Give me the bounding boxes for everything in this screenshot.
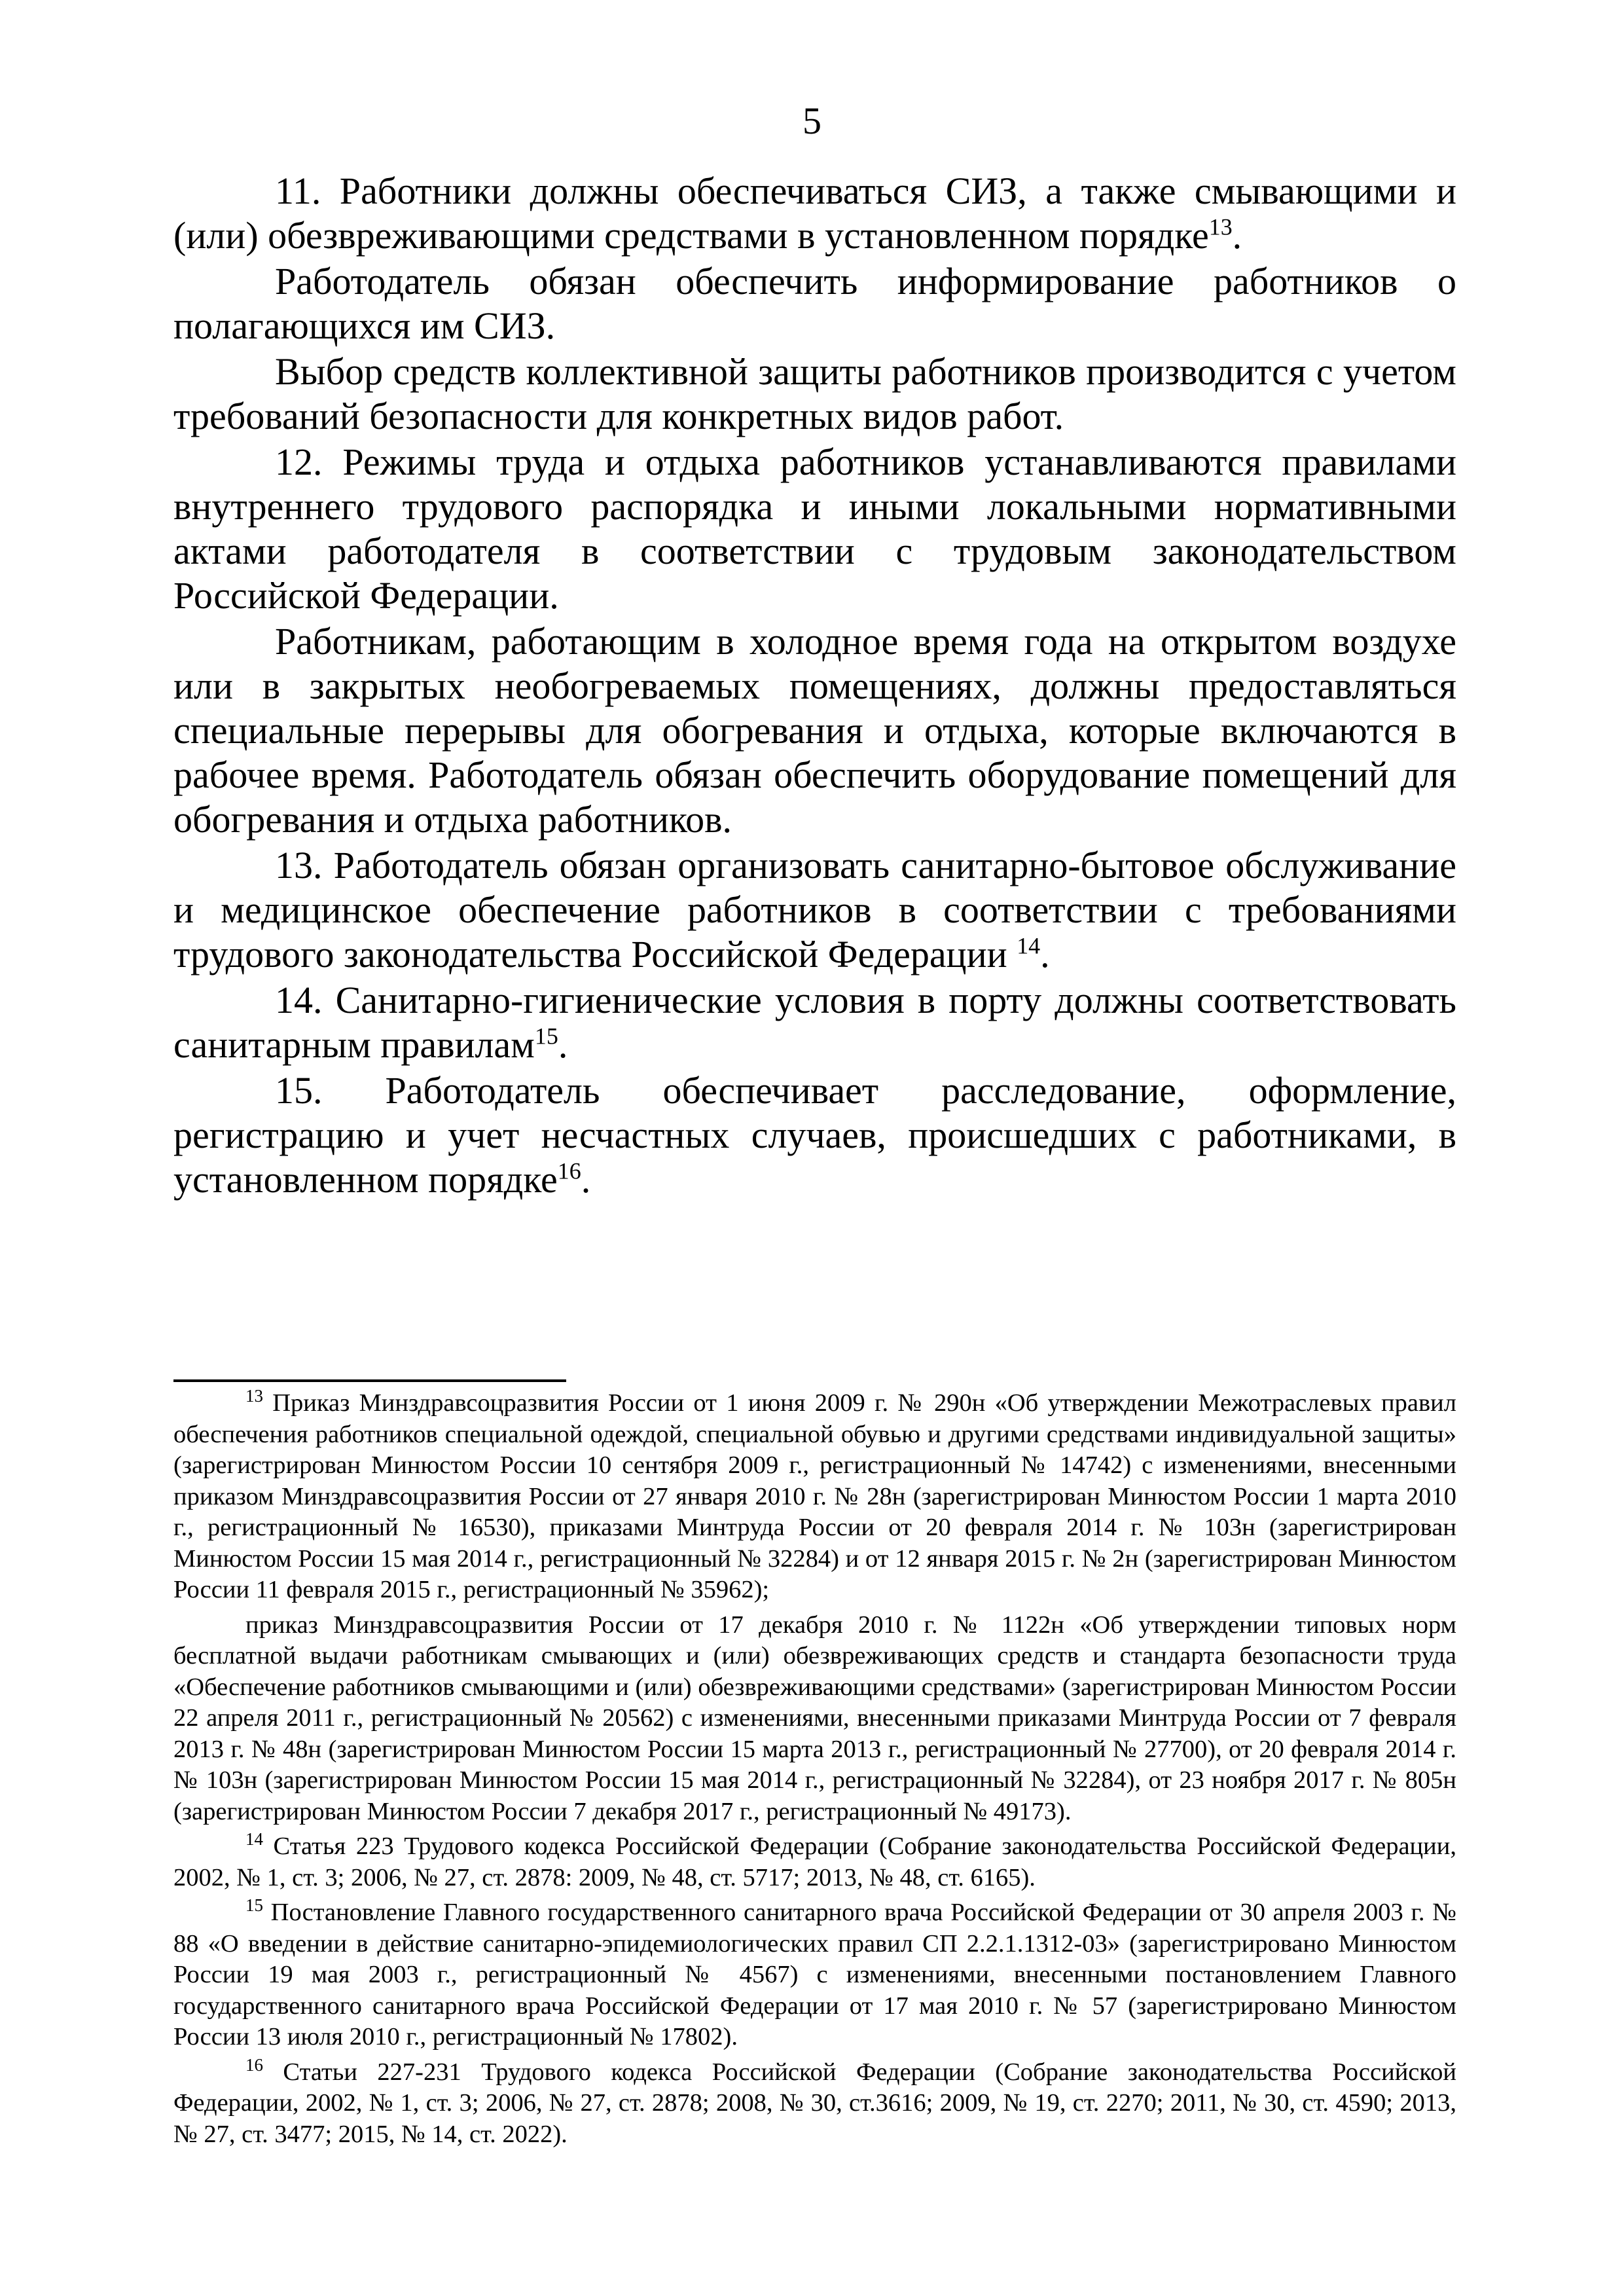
paragraph-text: Выбор средств коллективной защиты работников производится с учетом требований безопасности для конкретных видов работ. xyxy=(173,350,1456,437)
page-number: 5 xyxy=(803,100,821,142)
paragraph-text: 13. Работодатель обязан организовать санитарно-бытовое обслуживание и медицинское обеспечение работников в соответствии с требованиями трудового законодательства Российской Федерации xyxy=(173,844,1456,975)
footnote-separator xyxy=(173,1379,566,1382)
footnotes xyxy=(173,1388,1456,2154)
paragraph-11-collective-protection xyxy=(173,350,1456,439)
paragraph-text: 14. Санитарно-гигиенические условия в порту должны соответствовать санитарным правилам xyxy=(173,979,1456,1066)
footnote-13 xyxy=(173,1388,1456,1606)
footnote-text: Статьи 227-231 Трудового кодекса Российской Федерации (Собрание законодательства Российской Федерации, 2002, № 1, ст. 3; 2006, № 27, ст. 2878; 2008, № 30, ст.3616; 2009, № 19, ст. 2270; 2011, № 30, ст. 4590; 2013, № 27, ст. 3477; 2015, № 14, ст. 2022). xyxy=(173,2058,1456,2148)
footnote-ref-14: 14 xyxy=(1017,932,1041,959)
paragraph-end: . xyxy=(558,1023,568,1066)
paragraph-text: 15. Работодатель обеспечивает расследование, оформление, регистрацию и учет несчастных случаев, происшедших с работниками, в установленном порядке xyxy=(173,1069,1456,1201)
footnote-text: Статья 223 Трудового кодекса Российской Федерации (Собрание законодательства Российской Федерации, 2002, № 1, ст. 3; 2006, № 27, ст. 2878: 2009, № 48, ст. 5717; 2013, № 48, ст. 6165). xyxy=(173,1832,1456,1891)
footnote-16 xyxy=(173,2054,1456,2151)
footnote-text: Приказ Минздравсоцразвития России от 1 июня 2009 г. № 290н «Об утверждении Межотраслевых правил обеспечения работников специальной одеждой, специальной обувью и другими средствами индивидуальной защиты» (зарегистрирован Минюстом России 10 сентября 2009 г., регистрационный № 14742) с изменениями, внесенными приказом Минздравсоцразвития России от 27 января 2010 г. № 28н (зарегистрирован Минюстом России 1 марта 2010 г., регистрационный № 16530), приказами Минтруда России от 20 февраля 2014 г. № 103н (зарегистрирован Минюстом России 15 мая 2014 г., регистрационный № 32284) и от 12 января 2015 г. № 2н (зарегистрирован Минюстом России 11 февраля 2015 г., регистрационный № 35962); xyxy=(173,1389,1456,1603)
paragraph-text: Работникам, работающим в холодное время года на открытом воздухе или в закрытых необогреваемых помещениях, должны предоставляться специальные перерывы для обогревания и отдыха, которые включаются в рабочее время. Работодатель обязан обеспечить оборудование помещений для обогревания и отдыха работников. xyxy=(173,620,1456,841)
footnote-ref-13: 13 xyxy=(1208,213,1233,240)
paragraph-12-cold-weather xyxy=(173,619,1456,842)
footnote-13-continued xyxy=(173,1610,1456,1828)
footnote-ref-15: 15 xyxy=(534,1023,558,1049)
footnote-number: 13 xyxy=(245,1386,263,1406)
paragraph-12 xyxy=(173,440,1456,618)
paragraph-end: . xyxy=(1040,933,1050,975)
paragraph-text: 12. Режимы труда и отдыха работников устанавливаются правилами внутреннего трудового распорядка и иными локальными нормативными актами работодателя в соответствии с трудовым законодательством Российской Федерации. xyxy=(173,441,1456,617)
paragraph-15 xyxy=(173,1068,1456,1202)
footnote-14 xyxy=(173,1831,1456,1893)
paragraph-14 xyxy=(173,978,1456,1067)
paragraph-text: Работодатель обязан обеспечить информирование работников о полагающихся им СИЗ. xyxy=(173,260,1456,347)
paragraph-11-informing xyxy=(173,259,1456,348)
paragraph-13 xyxy=(173,843,1456,977)
paragraph-text: 11. Работники должны обеспечиваться СИЗ, а также смывающими и (или) обезвреживающими средствами в установленном порядке xyxy=(173,170,1456,257)
footnote-text: Постановление Главного государственного санитарного врача Российской Федерации от 30 апреля 2003 г. № 88 «О введении в действие санитарно-эпидемиологических правил СП 2.2.1.1312-03» (зарегистрировано Минюстом России 19 мая 2003 г., регистрационный № 4567) с изменениями, внесенными постановлением Главного государственного санитарного врача Российской Федерации от 17 мая 2010 г. № 57 (зарегистрировано Минюстом России 13 июля 2010 г., регистрационный № 17802). xyxy=(173,1899,1456,2050)
paragraph-end: . xyxy=(1232,214,1242,257)
footnote-ref-16: 16 xyxy=(557,1157,581,1184)
main-text xyxy=(173,169,1456,1202)
footnote-number: 15 xyxy=(245,1895,263,1916)
footnote-number: 16 xyxy=(245,2054,263,2075)
footnote-number: 14 xyxy=(245,1829,263,1850)
footnote-15 xyxy=(173,1897,1456,2053)
paragraph-end: . xyxy=(581,1158,591,1201)
footnote-text: приказ Минздравсоцразвития России от 17 декабря 2010 г. № 1122н «Об утверждении типовых норм бесплатной выдачи работникам смывающих и (или) обезвреживающих средств и стандарта безопасности труда «Обеспечение работников смывающими и (или) обезвреживающими средствами» (зарегистрирован Минюстом России 22 апреля 2011 г., регистрационный № 20562) с изменениями, внесенными приказами Минтруда России от 7 февраля 2013 г. № 48н (зарегистрирован Минюстом России 15 марта 2013 г., регистрационный № 27700), от 20 февраля 2014 г. № 103н (зарегистрирован Минюстом России 15 мая 2014 г., регистрационный № 32284), от 23 ноября 2017 г. № 805н (зарегистрирован Минюстом России 7 декабря 2017 г., регистрационный № 49173). xyxy=(173,1611,1456,1825)
paragraph-11 xyxy=(173,169,1456,258)
